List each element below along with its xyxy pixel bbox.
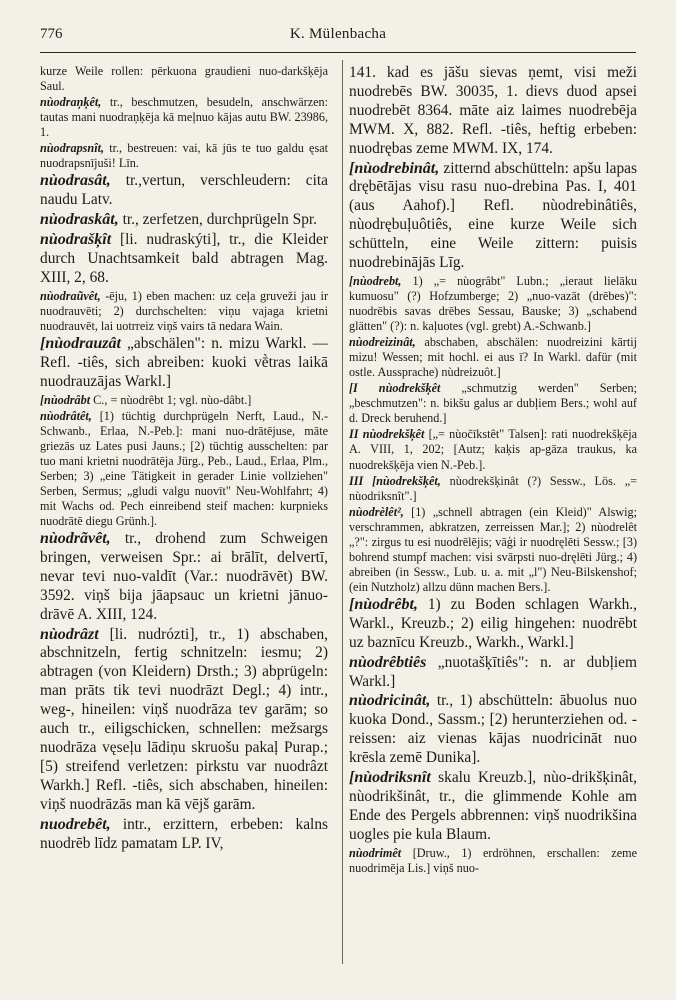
entry-definition: C., = nùodrêbt 1; vgl. nùo-dâbt.]: [93, 392, 252, 407]
entry-definition: -ēju, 1) eben machen: uz ceļa gruveži jau ir nuodrauvēti; 2) durchschelten: viņu vajaga krietni nuodrauvēt, lai uotrreiz viņš vairs tā nedara Wain.: [40, 288, 329, 333]
entry-definition: „abschälen": n. mizu Warkl. — Refl. -tiês, sich abreiben: kuoki vḕtras laikā nuodrauzājas Warkl.]: [40, 334, 328, 390]
entry-definition: tr., drohend zum Schweigen bringen, verweisen Spr.: ai brālīt, delvertī, nevar tevi nuo-valdīt (Var.: nuodrāvēt) BW. 3592. viņš bija jāapsauc un krietni jānuo-drāvē A. XIII, 124.: [40, 530, 328, 623]
entry-definition: [1) tüchtig durchprügeln Nerft, Laud., N.-Schwanb., Erlaa, N.-Peb.]: mani nuo-drātējuse, māte griezās uz Lates pusi Jauns.; [2) tüchtig ausschelten: par tuo mani krietni nuodrātēja Jürg., Peb., Laud., Erlaa, Plm., Serben; 3) „eine Tätigkeit in gerader Linie vollziehen" Serben, Sermus; „gludi valgu nuovīt" Neu-Wohlfahrt; 4) mit Wachs od. Pech einreibend steif machen: kurpnieks nuodrātē diegu Grünh.].: [40, 408, 328, 528]
dictionary-entry: [349, 846, 637, 876]
page-number: 776: [40, 26, 63, 42]
dictionary-entry: [40, 231, 328, 288]
entry-definition: nùodrekšķinât (?) Sessw., Lös. „= nùodriksnît".]: [349, 473, 637, 503]
entry-headword: [nùodrêbt,: [349, 595, 418, 613]
entry-headword: [nùodrebinât,: [349, 159, 440, 177]
dictionary-entry: [40, 141, 328, 171]
entry-headword: [I nùodrekšķêt: [349, 381, 441, 396]
entry-headword: nùodricinât,: [349, 692, 431, 710]
entry-headword: nùodrasât,: [40, 172, 111, 190]
entry-headword: nùodraũvêt,: [40, 288, 101, 303]
entry-definition: skalu Kreuzb.], nùo-drikšķinât, nùodrikšinât, tr., die glimmende Kohle am Ende des Pergels abbrennen: viņš nuodrikšina uogles pie kula Blaum.: [349, 769, 637, 843]
dictionary-entry: [349, 274, 637, 334]
dictionary-entry: [349, 160, 637, 273]
entry-definition: 141. kad es jāšu sievas ņemt, visi meži nuodrebēs BW. 30035, 1. dievs duod apsei nuodrebēt 8364. māte aiz laimes nuodrebēja MWM. X, 882. Refl. -tiês, heftig erbeben: nuodrębas zeme MWM. IX, 174.: [349, 64, 637, 157]
dictionary-entry: [40, 335, 328, 392]
dictionary-entry: [349, 64, 637, 159]
dictionary-entry: [349, 769, 637, 845]
entry-definition: tr., beschmutzen, besudeln, anschwärzen: tautas mani nuodraņķēja kā meļnuo kājas autu BW. 23986, 1.: [40, 95, 328, 140]
entry-definition: [Druw., 1) erdröhnen, erschallen: zeme nuodrimēja Lis.] viņš nuo-: [349, 845, 637, 875]
entry-definition: tr., 1) abschütteln: ābuolus nuo kuoka Dond., Sassm.; [2) herunterziehen od. -reissen: aiz vienas kājas nuodricināt nuo krēsla zemē Dunika].: [349, 692, 637, 767]
entry-headword: nùodrèlêt²,: [349, 504, 404, 519]
entry-definition: tr.,vertun, verschleudern: cita naudu Latv.: [40, 172, 328, 209]
page-header: [40, 26, 636, 46]
entry-headword: nùodraņķêt,: [40, 95, 102, 110]
dictionary-entry: [40, 530, 328, 625]
column-divider: [342, 60, 343, 964]
dictionary-entry: [40, 626, 328, 815]
entry-headword: II nùodrekšķêt: [349, 427, 425, 442]
entry-definition: 1) zu Boden schlagen Warkh., Warkl., Kreuzb.; 2) eilig hingehen: nuodrēbt uz baznīcu Kreuzb., Warkh., Warkl.]: [349, 595, 637, 651]
dictionary-entry: [349, 381, 637, 426]
entry-headword: nùodrimêt: [349, 845, 402, 860]
entry-headword: III [nùodrekšķêt,: [349, 473, 441, 488]
dictionary-entry: [349, 427, 637, 472]
entry-definition: [1) „schnell abtragen (ein Kleid)" Alswig; verschrammen, abkratzen, zerreissen Mar.]; 2) nùodrelêt „?": zirgus tu esi nuodrēlējis; vāģi ir nuodręlēti Sessw.; [3) bohrend stumpf machen: visi svārpsti nuo-dręlēti Jürg.; 4) abreiben (in Sessw., Lub. u. a. mit „l") Neu-Bilskenshof; (ein Nutzholz) allzu dünn machen Bers.].: [349, 504, 637, 594]
entry-headword: nuodrebêt,: [40, 815, 111, 833]
running-head: K. Mülenbacha: [289, 26, 387, 42]
entry-definition: abschaben, abschälen: nuodreizini kārtij mizu! Wessen; mit hochl. ei aus ī? In Warkl. dafür (mit ostle. Aussprache) nùdreizuôt.]: [349, 335, 637, 380]
dictionary-entry: [349, 692, 637, 768]
dictionary-entry: [349, 654, 637, 692]
dictionary-entry: [40, 393, 328, 408]
dictionary-entry: [40, 211, 328, 230]
entry-definition: kurze Weile rollen: pērkuona graudieni nuo-darkšķēja Saul.: [40, 64, 328, 94]
entry-definition: tr., zerfetzen, durchprügeln Spr.: [122, 211, 318, 229]
entry-headword: nùodrãvêt,: [40, 530, 111, 548]
header-rule: [40, 52, 636, 53]
dictionary-entry: [40, 172, 328, 210]
entry-headword: [nùodrâbt: [40, 392, 91, 407]
entry-headword: nùodreizinât,: [349, 335, 416, 350]
dictionary-entry: [40, 816, 328, 854]
entry-headword: [nùodrauzât: [40, 334, 121, 352]
entry-headword: [nùodrebt,: [349, 273, 402, 288]
entry-definition: [li. nudraskýti], tr., die Kleider durch Unachtsamkeit bald abtragen Mag. XIII, 2, 68.: [40, 231, 328, 286]
dictionary-entry: [349, 596, 637, 653]
entry-definition: intr., erzittern, erbeben: kalns nuodrēb līdz pamatam LP. IV,: [40, 815, 328, 852]
entry-definition: „nuotašķītiês": n. ar dubļiem Warkl.]: [349, 653, 637, 690]
entry-definition: [li. nudrózti], tr., 1) abschaben, abschnitzeln, fertig schnitzeln: iesmu; 2) abtragen (von Kleidern) Drsth.; 3) abprügeln: man prāts tik tevi nuodrāzt Degl.; 4) intr., weg-, hineilen: viņš nuodrāza tev garām; so auch tr., eiligschicken, schnellen: mežsargs nuodrāza vęseļu lādiņu skruošu pakaļ Purap.; [5) streifend verletzen: pirkstu var nuodrâzt Warkh.] Refl. -tiês, sich abschaben, hineilen: viņš nuodrāzās man kā vējš garām.: [40, 625, 328, 813]
dictionary-entry: [40, 64, 328, 94]
dictionary-entry: [349, 505, 637, 595]
left-column: [40, 64, 328, 854]
entry-definition: 1) „= nùogrâbt" Lubn.; „ieraut lielāku kumuosu" (?) Hofzumberge; 2) „nuo-vazāt (drēbes)": nuodrēbis savas drēbes Sessau, Bauske; 3) „schabend glätten" (?): n. kaļuotes (vgl. grebt) A.-Schwanb.]: [349, 273, 638, 334]
entry-headword: nùodrapsnît,: [40, 141, 105, 156]
entry-definition: „schmutzig werden" Serben; „beschmutzen": n. bikšu galus ar dubļiem Bers.; wohl auf d. Dreck beruhend.]: [349, 381, 637, 426]
entry-definition: zitternd abschütteln: apšu lapas drębētājas visu rasu nuo-drebina Pas. I, 401 (aus Aahof).] Refl. nùodrebinâtiês, nùodrębuļuôtiês, eine kurze Weile sich schütteln, eine Weile zittern: puisis nuodrebinājās Līg.: [349, 159, 637, 272]
entry-headword: [nùodriksnît: [349, 769, 431, 787]
dictionary-entry: [40, 289, 328, 334]
dictionary-entry: [40, 409, 328, 529]
dictionary-entry: [349, 335, 637, 380]
right-column: [349, 64, 637, 877]
entry-definition: tr., bestreuen: vai, kā jūs te tuo galdu ęsat nuodrapsnījuši! Līn.: [40, 141, 328, 171]
entry-headword: nùodrâzt: [40, 625, 99, 643]
dictionary-entry: [40, 95, 328, 140]
entry-headword: nùodrêbtiês: [349, 653, 427, 671]
entry-headword: nùodrašķît: [40, 231, 112, 249]
entry-headword: nùodrâtêt,: [40, 408, 92, 423]
dictionary-entry: [349, 474, 637, 504]
entry-headword: nùodraskât,: [40, 211, 119, 229]
entry-definition: [„= nùočīkstêt" Talsen]: rati nuodrekšķēja A. VIII, 1, 202; [Autz; kaķis ap-gāza traukus, ka nuodrekšķēja vien N.-Peb.].: [349, 427, 637, 472]
